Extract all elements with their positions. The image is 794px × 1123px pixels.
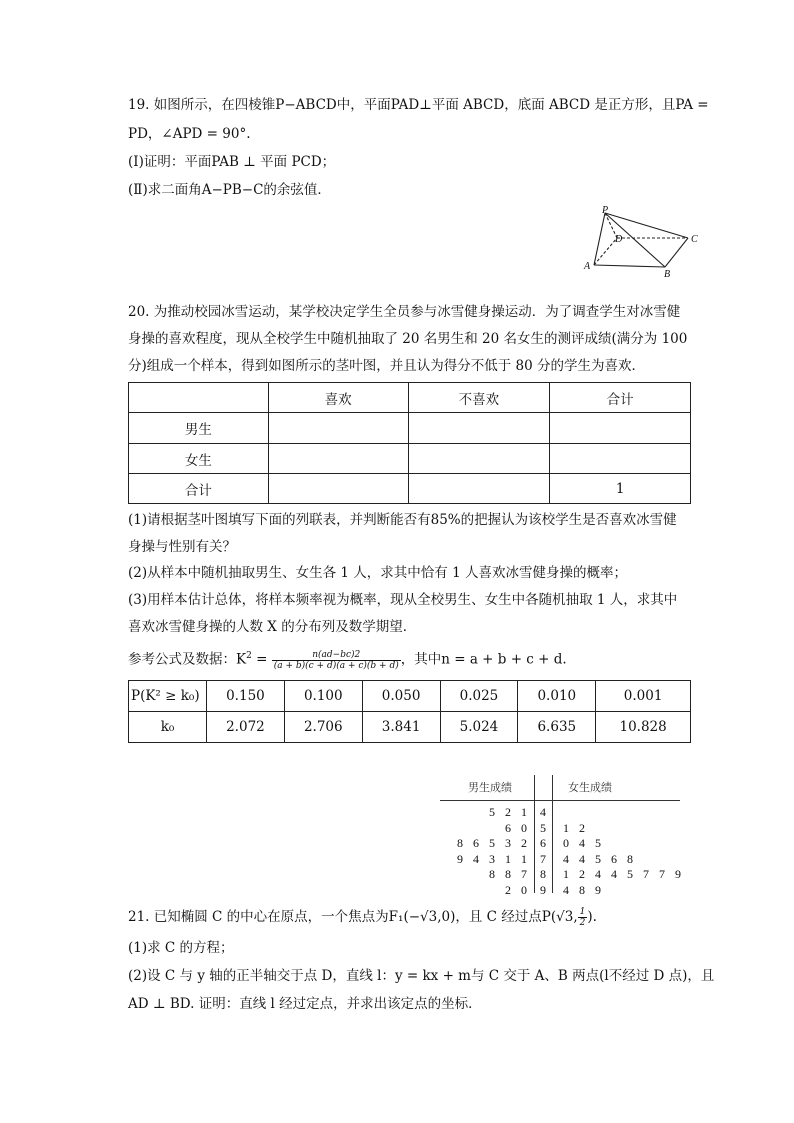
table-cell: 0.100 bbox=[284, 681, 362, 712]
q20-part1a: (1)请根据茎叶图填写下面的列联表，并判断能否有85%的把握认为该校学生是否喜欢冰雪健 bbox=[128, 512, 677, 528]
q21-line1 bbox=[128, 907, 597, 928]
male-leaf: 2 bbox=[505, 882, 511, 897]
table-cell bbox=[550, 444, 691, 474]
table-cell: 0.010 bbox=[518, 681, 596, 712]
label-B: B bbox=[664, 269, 671, 277]
female-leaf: 9 bbox=[675, 867, 681, 881]
q20-line3: 分)组成一个样本，得到如图所示的茎叶图，并且认为得分不低于 80 分的学生为喜欢． bbox=[128, 358, 646, 374]
q19-line2: PD，∠APD = 90°. bbox=[128, 126, 251, 142]
q20-part1b: 身操与性别有关？ bbox=[128, 539, 236, 555]
table-cell: 1 bbox=[550, 474, 691, 504]
reference-table bbox=[128, 680, 691, 743]
q19-part1: (Ⅰ)证明：平面PAB ⊥ 平面 PCD； bbox=[128, 154, 336, 170]
table-cell: 6.635 bbox=[518, 712, 596, 743]
stem-value: 5 bbox=[540, 820, 546, 835]
female-leaf: 5 bbox=[595, 851, 601, 866]
male-leaf: 6 bbox=[473, 836, 479, 850]
male-leaf: 0 bbox=[521, 882, 527, 897]
male-leaf: 8 bbox=[505, 867, 511, 881]
table-cell bbox=[550, 413, 691, 444]
label-C: C bbox=[691, 234, 698, 245]
table-cell: 2.072 bbox=[207, 712, 285, 743]
contingency-table bbox=[128, 382, 691, 504]
female-leaf: 9 bbox=[595, 882, 601, 897]
table-cell: 0.050 bbox=[362, 681, 440, 712]
contingency-header-cell: 喜欢 bbox=[268, 383, 408, 413]
formula-line bbox=[128, 646, 567, 671]
table-row bbox=[129, 712, 691, 743]
female-leaf: 4 bbox=[563, 851, 569, 866]
q20-line1: 20. 为推动校园冰雪运动，某学校决定学生全员参与冰雪健身操运动．为了调查学生对冰雪健 bbox=[128, 304, 681, 320]
q20-part3b: 喜欢冰雪健身操的人数 X 的分布列及数学期望． bbox=[128, 619, 417, 635]
ref-row2-label: k₀ bbox=[129, 712, 207, 743]
female-leaf: 1 bbox=[563, 867, 569, 881]
table-cell: 5.024 bbox=[440, 712, 518, 743]
table-row bbox=[129, 474, 691, 504]
male-leaf: 9 bbox=[457, 851, 463, 866]
table-cell: 3.841 bbox=[362, 712, 440, 743]
table-cell: 2.706 bbox=[284, 712, 362, 743]
q19-part2: (Ⅱ)求二面角A−PB−C的余弦值． bbox=[128, 182, 331, 198]
q19-line1: 19. 如图所示，在四棱锥P−ABCD中，平面PAD⊥平面 ABCD，底面 ABCD 是正方形，且PA = bbox=[128, 97, 709, 113]
q21-frac-den: 2 bbox=[579, 918, 586, 928]
stem-value: 8 bbox=[540, 867, 546, 881]
female-leaf: 4 bbox=[579, 851, 585, 866]
table-cell: 0.025 bbox=[440, 681, 518, 712]
female-leaf: 7 bbox=[643, 867, 649, 881]
stem-value: 4 bbox=[540, 805, 546, 819]
table-cell: 女生 bbox=[129, 444, 269, 474]
male-leaf: 2 bbox=[521, 836, 527, 850]
table-cell: 10.828 bbox=[596, 712, 691, 743]
formula-denominator: (a + b)(c + d)(a + c)(b + d) bbox=[273, 660, 399, 671]
stem-divider-right bbox=[552, 775, 553, 893]
table-cell bbox=[408, 474, 550, 504]
table-cell bbox=[268, 444, 408, 474]
q21-fraction bbox=[578, 907, 588, 928]
table-cell bbox=[268, 413, 408, 444]
table-cell: 合计 bbox=[129, 474, 269, 504]
q21-line1-text: 21. 已知椭圆 C 的中心在原点，一个焦点为F₁(−√3,0)，且 C 经过点P(√3, bbox=[128, 909, 578, 925]
ref-row1-label: P(K² ≥ k₀) bbox=[129, 681, 207, 712]
contingency-header-row bbox=[129, 383, 691, 413]
female-leaf: 4 bbox=[563, 882, 569, 897]
female-leaf: 4 bbox=[611, 867, 617, 881]
q21-frac-num: 1 bbox=[579, 907, 586, 917]
female-leaf: 1 bbox=[563, 820, 569, 835]
male-leaf: 7 bbox=[521, 867, 527, 881]
female-leaf: 0 bbox=[563, 836, 569, 850]
female-leaf: 5 bbox=[627, 867, 633, 881]
male-leaf: 8 bbox=[489, 867, 495, 881]
stem-value: 6 bbox=[540, 836, 546, 850]
male-leaf: 8 bbox=[457, 836, 463, 850]
stem-leaf-plot bbox=[440, 775, 690, 895]
q20-part2: (2)从样本中随机抽取男生、女生各 1 人，求其中恰有 1 人喜欢冰雪健身操的概率； bbox=[128, 565, 627, 581]
male-leaf: 1 bbox=[505, 851, 511, 866]
table-row bbox=[129, 681, 691, 712]
female-leaf: 2 bbox=[579, 867, 585, 881]
contingency-header-cell: 合计 bbox=[550, 383, 691, 413]
contingency-header-cell bbox=[129, 383, 269, 413]
stem-value: 7 bbox=[540, 851, 546, 866]
table-cell bbox=[268, 474, 408, 504]
formula-eq: = bbox=[251, 651, 272, 668]
header-divider bbox=[440, 800, 680, 801]
female-leaf: 7 bbox=[659, 867, 665, 881]
formula-prefix: 参考公式及数据：K bbox=[128, 651, 247, 668]
male-leaf: 1 bbox=[521, 805, 527, 819]
q21-part2b: AD ⊥ BD. 证明：直线 l 经过定点，并求出该定点的坐标． bbox=[128, 996, 482, 1012]
female-leaf: 4 bbox=[579, 836, 585, 850]
label-A: A bbox=[584, 261, 591, 272]
formula-suffix: ，其中n = a + b + c + d. bbox=[400, 651, 567, 668]
q21-part2a: (2)设 C 与 y 轴的正半轴交于点 D，直线 l：y = kx + m与 C 交于 A、B 两点(l不经过 D 点)，且 bbox=[128, 968, 715, 984]
female-leaf: 2 bbox=[579, 820, 585, 835]
female-leaf: 8 bbox=[579, 882, 585, 897]
q20-line2: 身操的喜欢程度，现从全校学生中随机抽取了 20 名男生和 20 名女生的测评成绩(满分为 100 bbox=[128, 331, 688, 347]
table-cell bbox=[408, 413, 550, 444]
q21-line1-end: ). bbox=[587, 909, 597, 925]
male-leaf: 6 bbox=[505, 820, 511, 835]
formula-numerator: n(ad−bc)2 bbox=[272, 650, 401, 661]
male-leaf: 5 bbox=[489, 836, 495, 850]
table-cell: 男生 bbox=[129, 413, 269, 444]
male-leaf: 4 bbox=[473, 851, 479, 866]
male-title: 男生成绩 bbox=[468, 782, 512, 794]
table-cell: 0.150 bbox=[207, 681, 285, 712]
label-D: D bbox=[615, 234, 623, 245]
formula-fraction bbox=[272, 650, 401, 671]
q21-part1: (1)求 C 的方程； bbox=[128, 940, 234, 956]
label-P: P bbox=[602, 205, 609, 216]
table-row bbox=[129, 413, 691, 444]
table-cell bbox=[408, 444, 550, 474]
male-leaf: 3 bbox=[505, 836, 511, 850]
table-cell: 0.001 bbox=[596, 681, 691, 712]
female-title: 女生成绩 bbox=[568, 782, 612, 794]
table-row bbox=[129, 444, 691, 474]
pyramid-figure bbox=[580, 205, 700, 277]
q20-part3a: (3)用样本估计总体，将样本频率视为概率，现从全校男生、女生中各随机抽取 1 人，求其中 bbox=[128, 592, 678, 608]
formula-sup: 2 bbox=[246, 651, 252, 661]
male-leaf: 5 bbox=[489, 805, 495, 819]
female-leaf: 5 bbox=[595, 836, 601, 850]
female-leaf: 6 bbox=[611, 851, 617, 866]
male-leaf: 2 bbox=[505, 805, 511, 819]
male-leaf: 0 bbox=[521, 820, 527, 835]
contingency-header-cell: 不喜欢 bbox=[408, 383, 550, 413]
stem-value: 9 bbox=[540, 882, 546, 897]
male-leaf: 3 bbox=[489, 851, 495, 866]
male-leaf: 1 bbox=[521, 851, 527, 866]
female-leaf: 8 bbox=[627, 851, 633, 866]
female-leaf: 4 bbox=[595, 867, 601, 881]
